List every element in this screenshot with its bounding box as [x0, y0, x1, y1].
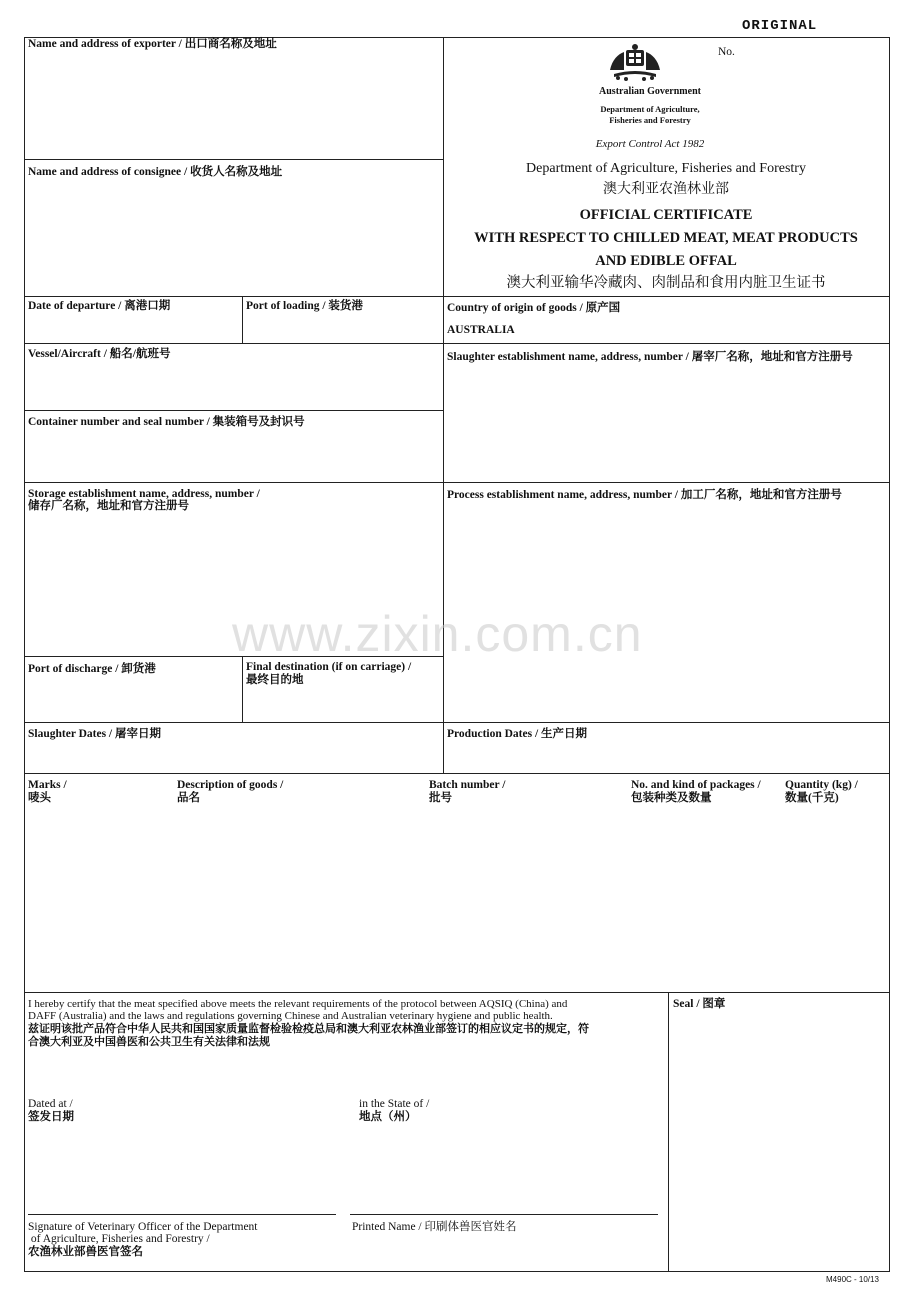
certify-text-en-2: DAFF (Australia) and the laws and regulations governing Chinese and Australian veterinary hygiene and public health.: [28, 1010, 553, 1022]
slaughter-establishment-label: Slaughter establishment name, address, number / 屠宰厂名称，地址和官方注册号: [447, 351, 853, 363]
packages-label-en: No. and kind of packages /: [631, 779, 761, 791]
signature-label-en-2: of Agriculture, Fisheries and Forestry /: [28, 1233, 210, 1245]
departure-label: Date of departure / 离港口期: [28, 300, 171, 312]
divider-final-dest: [242, 656, 243, 722]
divider-consignee: [24, 159, 444, 160]
export-act: Export Control Act 1982: [595, 138, 705, 150]
gov-name: Australian Government: [599, 86, 701, 97]
department-cn: 澳大利亚农渔林业部: [603, 182, 729, 197]
signature-label-cn: 农渔林业部兽医官签名: [28, 1246, 143, 1258]
divider-dates: [24, 722, 890, 723]
slaughter-dates-label: Slaughter Dates / 屠宰日期: [28, 728, 161, 740]
marks-label-en: Marks /: [28, 779, 67, 791]
batch-label-cn: 批号: [429, 792, 452, 804]
gov-dept-line1: Department of Agriculture,: [600, 104, 700, 114]
certificate-number-label: No.: [718, 46, 735, 58]
storage-label-en: Storage establishment name, address, number /: [28, 488, 260, 500]
description-label-cn: 品名: [177, 792, 200, 804]
description-label-en: Description of goods /: [177, 779, 284, 791]
coat-of-arms-icon: [606, 40, 664, 82]
origin-value: AUSTRALIA: [447, 324, 515, 336]
state-label-cn: 地点（州）: [359, 1111, 417, 1123]
certificate-title-3: AND EDIBLE OFFAL: [595, 253, 737, 269]
form-code: M490C - 10/13: [826, 1275, 879, 1284]
divider-certify: [24, 992, 890, 993]
process-establishment-label: Process establishment name, address, number / 加工厂名称，地址和官方注册号: [447, 489, 842, 501]
printed-name-label: Printed Name / 印刷体兽医官姓名: [352, 1221, 517, 1233]
final-dest-label-cn: 最终目的地: [246, 674, 304, 686]
signature-line: [28, 1214, 336, 1215]
dated-at-label-en: Dated at /: [28, 1098, 73, 1110]
original-stamp: ORIGINAL: [742, 18, 818, 34]
divider-departure: [24, 296, 890, 297]
container-label: Container number and seal number / 集装箱号及封识号: [28, 416, 305, 428]
divider-seal: [668, 992, 669, 1272]
printed-name-line: [350, 1214, 658, 1215]
quantity-label-en: Quantity (kg) /: [785, 779, 858, 791]
storage-label-cn: 储存厂名称，地址和官方注册号: [28, 500, 189, 512]
certificate-title-1: OFFICIAL CERTIFICATE: [579, 207, 753, 223]
divider-container: [24, 410, 444, 411]
state-label-en: in the State of /: [359, 1098, 430, 1110]
exporter-label: Name and address of exporter / 出口商名称及地址: [28, 38, 277, 50]
port-loading-label: Port of loading / 装货港: [246, 300, 363, 312]
consignee-label: Name and address of consignee / 收货人名称及地址: [28, 166, 283, 178]
batch-label-en: Batch number /: [429, 779, 506, 791]
divider-vessel: [24, 343, 890, 344]
divider-storage: [24, 482, 890, 483]
department-en: Department of Agriculture, Fisheries and Forestry: [526, 161, 806, 176]
signature-label-en-1: Signature of Veterinary Officer of the Department: [28, 1221, 258, 1233]
marks-label-cn: 唛头: [28, 792, 51, 804]
gov-dept-line2: Fisheries and Forestry: [609, 115, 691, 125]
divider-goods: [24, 773, 890, 774]
seal-label: Seal / 图章: [673, 998, 726, 1010]
dated-at-label-cn: 签发日期: [28, 1111, 74, 1123]
certify-text-cn-1: 兹证明该批产品符合中华人民共和国国家质量监督检验检疫总局和澳大利亚农林渔业部签订的相应议定书的规定，符: [28, 1023, 589, 1035]
certificate-title-2: WITH RESPECT TO CHILLED MEAT, MEAT PRODUCTS: [474, 230, 858, 246]
certificate-title-cn: 澳大利亚输华冷藏肉、肉制品和食用内脏卫生证书: [506, 275, 826, 291]
origin-label: Country of origin of goods / 原产国: [447, 302, 621, 314]
discharge-label: Port of discharge / 卸货港: [28, 663, 156, 675]
production-dates-label: Production Dates / 生产日期: [447, 728, 588, 740]
certify-text-en-1: I hereby certify that the meat specified above meets the relevant requirements of the protocol between AQSIQ (China) and: [28, 998, 568, 1010]
certify-text-cn-2: 合澳大利亚及中国兽医和公共卫生有关法律和法规: [28, 1036, 270, 1048]
final-dest-label-en: Final destination (if on carriage) /: [246, 661, 412, 673]
divider-port-loading: [242, 296, 243, 343]
vessel-label: Vessel/Aircraft / 船名/航班号: [28, 348, 171, 360]
quantity-label-cn: 数量(千克): [785, 792, 839, 804]
packages-label-cn: 包装种类及数量: [631, 792, 712, 804]
watermark-text: www.zixin.com.cn: [232, 606, 643, 662]
